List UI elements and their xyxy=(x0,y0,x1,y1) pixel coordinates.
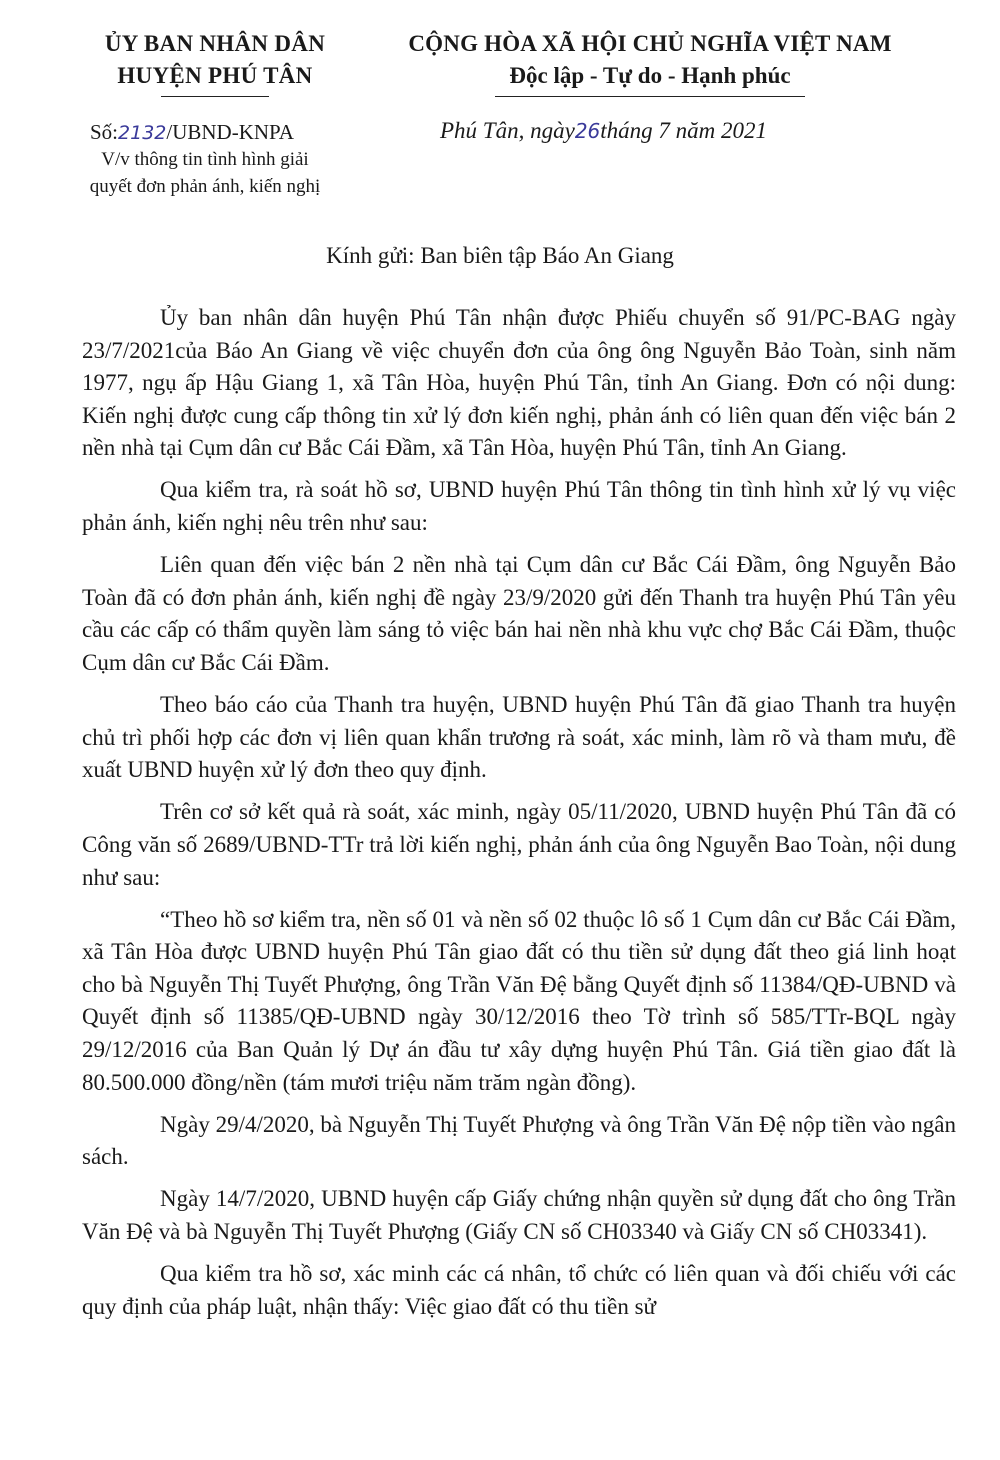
handwritten-day: 26 xyxy=(574,119,601,143)
place-date-line xyxy=(440,116,767,146)
number-suffix: /UBND-KNPA xyxy=(166,120,294,144)
body-paragraph: Liên quan đến việc bán 2 nền nhà tại Cụm dân cư Bắc Cái Đầm, ông Nguyễn Bảo Toàn đã có đơn phản ánh, kiến nghị đề ngày 23/9/2020 gửi đến Thanh tra huyện Phú Tân yêu cầu các cấp có thẩm quyền làm sáng tỏ việc bán hai nền nhà khu vực chợ Bắc Cái Đầm, thuộc Cụm dân cư Bắc Cái Đầm. xyxy=(82,552,956,675)
number-prefix: Số: xyxy=(90,120,119,144)
national-title: CỘNG HÒA XÃ HỘI CHỦ NGHĨA VIỆT NAM xyxy=(408,31,892,56)
date-prefix: Phú Tân, ngày xyxy=(440,118,575,143)
agency-name-line1: ỦY BAN NHÂN DÂN xyxy=(104,31,326,56)
motto-underline xyxy=(495,96,805,97)
national-motto: Độc lập - Tự do - Hạnh phúc xyxy=(509,63,791,88)
handwritten-number: 2132 xyxy=(118,122,167,144)
document-number xyxy=(90,118,294,147)
national-heading-block xyxy=(370,28,930,97)
issuing-agency-block xyxy=(70,28,360,97)
document-subject xyxy=(50,146,360,200)
subject-line2: quyết đơn phản ánh, kiến nghị xyxy=(89,176,321,197)
subject-line1: V/v thông tin tình hình giải xyxy=(101,149,309,170)
recipient-line: Kính gửi: Ban biên tập Báo An Giang xyxy=(326,243,674,268)
agency-underline xyxy=(161,96,269,97)
body-paragraph: Trên cơ sở kết quả rà soát, xác minh, ngày 05/11/2020, UBND huyện Phú Tân đã có Công văn số 2689/UBND-TTr trả lời kiến nghị, phản ánh của ông Nguyễn Bao Toàn, nội dung như sau: xyxy=(82,799,956,890)
body-paragraph: Theo báo cáo của Thanh tra huyện, UBND huyện Phú Tân đã giao Thanh tra huyện chủ trì phối hợp các đơn vị liên quan khẩn trương rà soát, xác minh, làm rõ và tham mưu, đề xuất UBND huyện xử lý đơn theo quy định. xyxy=(82,692,956,783)
body-paragraph: Qua kiểm tra hồ sơ, xác minh các cá nhân, tổ chức có liên quan và đối chiếu với các quy định của pháp luật, nhận thấy: Việc giao đất có thu tiền sử xyxy=(82,1261,956,1319)
body-paragraph: Ngày 29/4/2020, bà Nguyễn Thị Tuyết Phượng và ông Trần Văn Đệ nộp tiền vào ngân sách. xyxy=(82,1111,956,1170)
letter-body xyxy=(82,302,956,1333)
agency-name-line2: HUYỆN PHÚ TÂN xyxy=(117,63,313,88)
body-paragraph: Ngày 14/7/2020, UBND huyện cấp Giấy chứng nhận quyền sử dụng đất cho ông Trần Văn Đệ và bà Nguyễn Thị Tuyết Phượng (Giấy CN số CH03340 và Giấy CN số CH03341). xyxy=(82,1186,956,1244)
body-paragraph: “Theo hồ sơ kiểm tra, nền số 01 và nền số 02 thuộc lô số 1 Cụm dân cư Bắc Cái Đầm, xã Tân Hòa được UBND huyện Phú Tân giao đất có thu tiền sử dụng đất theo giá linh hoạt cho bà Nguyễn Thị Tuyết Phượng, ông Trần Văn Đệ bằng Quyết định số 11384/QĐ-UBND và Quyết định số 11385/QĐ-UBND ngày 30/12/2016 theo Tờ trình số 585/TTr-BQL ngày 29/12/2016 của Ban Quản lý Dự án đầu tư xây dựng huyện Phú Tân. Giá tiền giao đất là 80.500.000 đồng/nền (tám mươi triệu năm trăm ngàn đồng). xyxy=(82,906,956,1095)
body-paragraph: Qua kiểm tra, rà soát hồ sơ, UBND huyện Phú Tân thông tin tình hình xử lý vụ việc phản ánh, kiến nghị nêu trên như sau: xyxy=(82,477,956,536)
body-paragraph: Ủy ban nhân dân huyện Phú Tân nhận được Phiếu chuyển số 91/PC-BAG ngày 23/7/2021của Báo An Giang về việc chuyển đơn của ông ông Nguyễn Bảo Toàn, sinh năm 1977, ngụ ấp Hậu Giang 1, xã Tân Hòa, huyện Phú Tân, tỉnh An Giang. Đơn có nội dung: Kiến nghị được cung cấp thông tin xử lý đơn kiến nghị, phản ánh có liên quan đến việc bán 2 nền nhà tại Cụm dân cư Bắc Cái Đầm, xã Tân Hòa, huyện Phú Tân, tỉnh An Giang. xyxy=(82,305,956,461)
date-suffix: tháng 7 năm 2021 xyxy=(600,118,768,143)
